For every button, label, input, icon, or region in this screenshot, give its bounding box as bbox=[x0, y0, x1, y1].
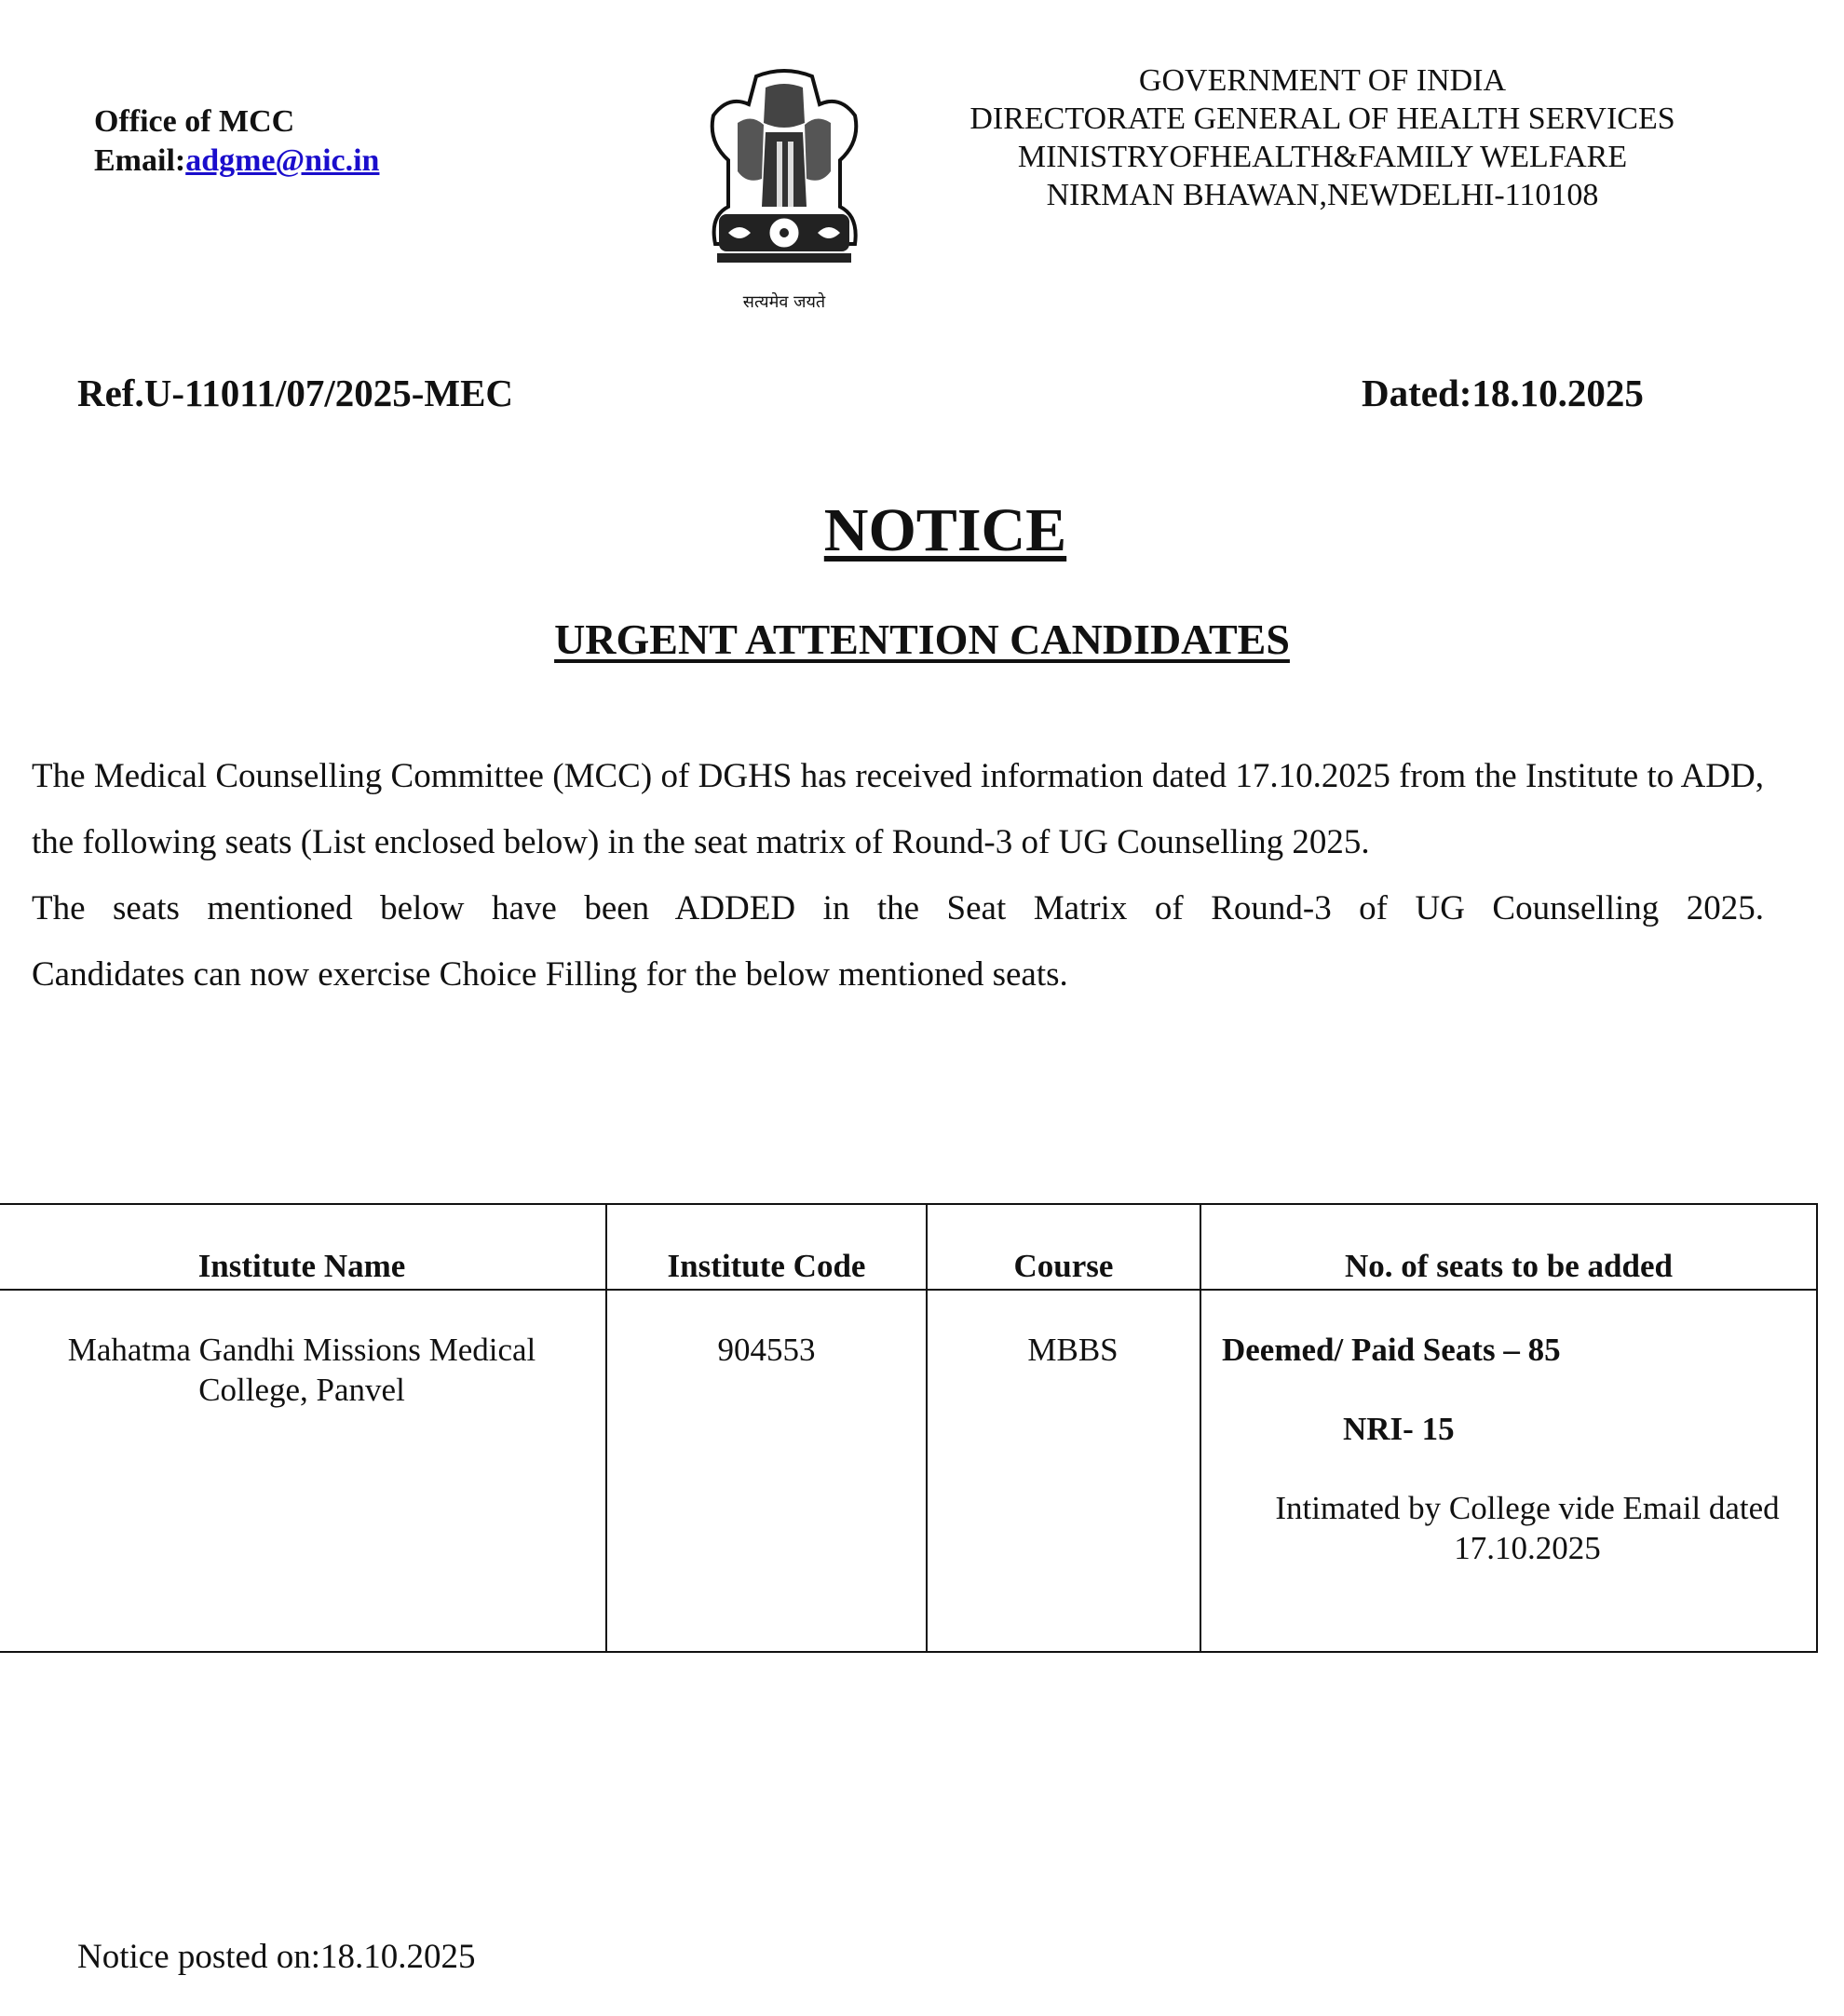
table-header-row bbox=[0, 1204, 1817, 1290]
intimation-note: Intimated by College vide Email dated 17.10.2025 bbox=[1275, 1490, 1780, 1566]
seat-table bbox=[0, 1203, 1818, 1653]
header-institute-code: Institute Code bbox=[606, 1204, 927, 1290]
cell-course: MBBS bbox=[927, 1290, 1200, 1652]
cell-seats bbox=[1200, 1290, 1817, 1652]
cell-institute-code: 904553 bbox=[606, 1290, 927, 1652]
gov-line-ministry: MINISTRYOFHEALTH&FAMILY WELFARE bbox=[1017, 140, 1628, 174]
deemed-paid-seats: Deemed/ Paid Seats – 85 bbox=[1222, 1332, 1561, 1368]
notice-title: NOTICE bbox=[823, 496, 1067, 564]
header-course: Course bbox=[927, 1204, 1200, 1290]
header-seats-to-add: No. of seats to be added bbox=[1200, 1204, 1817, 1290]
office-block bbox=[94, 102, 379, 181]
dated: Dated:18.10.2025 bbox=[1362, 372, 1644, 414]
gov-line-address: NIRMAN BHAWAN,NEWDELHI-110108 bbox=[1046, 178, 1599, 212]
notice-body bbox=[32, 743, 1764, 1008]
body-paragraph-3: Candidates can now exercise Choice Filling for the below mentioned seats. bbox=[32, 955, 1068, 994]
cell-institute-name: Mahatma Gandhi Missions Medical College, Panvel bbox=[0, 1290, 606, 1652]
email-label: Email: bbox=[94, 143, 186, 178]
table-row bbox=[0, 1290, 1817, 1652]
email-line bbox=[94, 142, 379, 181]
body-paragraph-2: The seats mentioned below have been ADDED in the Seat Matrix of Round-3 of UG Counselling 2025. bbox=[32, 889, 1764, 927]
government-header bbox=[950, 61, 1695, 214]
notice-posted-date: Notice posted on:18.10.2025 bbox=[77, 1938, 476, 1976]
nri-seats: NRI- 15 bbox=[1343, 1411, 1455, 1447]
emblem-motto: सत्यमेव जयते bbox=[742, 292, 826, 312]
office-name: Office of MCC bbox=[94, 104, 295, 139]
header-institute-name: Institute Name bbox=[0, 1204, 606, 1290]
email-link[interactable]: adgme@nic.in bbox=[185, 143, 380, 178]
urgent-title: URGENT ATTENTION CANDIDATES bbox=[554, 616, 1290, 663]
national-emblem bbox=[700, 67, 868, 318]
reference-number: Ref.U-11011/07/2025-MEC bbox=[77, 372, 514, 414]
national-emblem-icon bbox=[700, 67, 868, 318]
gov-line-directorate: DIRECTORATE GENERAL OF HEALTH SERVICES bbox=[969, 101, 1675, 136]
gov-line-government: GOVERNMENT OF INDIA bbox=[1138, 63, 1507, 98]
body-paragraph-1: The Medical Counselling Committee (MCC) of DGHS has received information dated 17.10.2025 from the Institute to ADD, the following seats (List enclosed below) in the seat matrix of Round-3 of UG Counselling 2025. bbox=[32, 757, 1764, 861]
